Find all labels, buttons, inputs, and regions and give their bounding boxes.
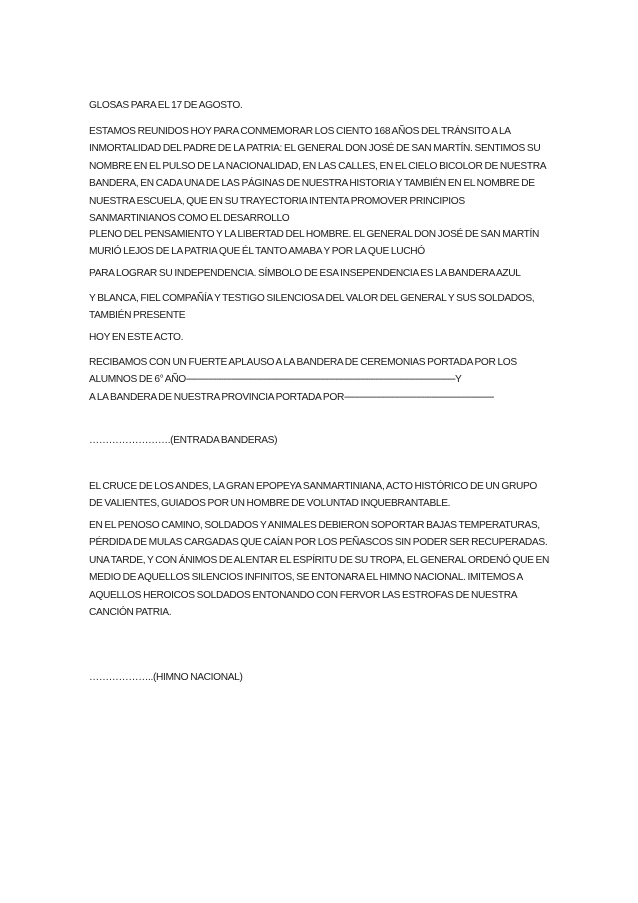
paragraph-acto: HOY EN ESTE ACTO.: [89, 332, 184, 343]
aplauso-line-2-text: ALUMNOS DE 6° AÑO: [89, 374, 186, 386]
blank-line-provincia: ------------------------------------------------------------: [343, 391, 494, 403]
aplauso-line-1: RECIBAMOS CON UN FUERTE APLAUSO A LA BANDERA DE CEREMONIAS PORTADA POR LOS: [89, 357, 517, 368]
cue-himno-nacional: ………………..(HIMNO NACIONAL): [89, 672, 243, 683]
aplauso-line-2-end: Y: [455, 374, 462, 386]
paragraph-cruce-andes: EL CRUCE DE LOS ANDES, LA GRAN EPOPEYA SANMARTINIANA, ACTO HISTÓRICO DE UN GRUPO DE VALIENTES, GUIADOS POR UN HOMBRE DE VOLUNTAD INQUEBRANTABLE.: [89, 481, 538, 510]
paragraph-bandera: Y BLANCA, FIEL COMPAÑÍA Y TESTIGO SILENCIOSA DEL VALOR DEL GENERAL Y SUS SOLDADOS, TAMBIÉN PRESENTE: [89, 293, 535, 322]
document-heading: GLOSAS PARA EL 17 DE AGOSTO.: [89, 100, 243, 111]
aplauso-line-2: [89, 371, 551, 388]
blank-line-6-ano: ------------------------------------------------------------------------------------------------------------: [185, 374, 456, 386]
paragraph-aplauso: [89, 354, 551, 406]
aplauso-line-3-text: A LA BANDERA DE NUESTRA PROVINCIA PORTADA POR: [89, 391, 344, 403]
paragraph-libertad: PLENO DEL PENSAMIENTO Y LA LIBERTAD DEL HOMBRE. EL GENERAL DON JOSÉ DE SAN MARTÍN MURIÓ LEJOS DE LA PATRIA QUE ÉL TANTO AMABA Y POR LA QUE LUCHÓ: [89, 229, 540, 258]
paragraph-independencia: PARA LOGRAR SU INDEPENDENCIA. SÍMBOLO DE ESA INSEPENDENCIA ES LA BANDERA AZUL: [89, 268, 521, 279]
paragraph-penoso-camino: EN EL PENOSO CAMINO, SOLDADOS Y ANIMALES DEBIERON SOPORTAR BAJAS TEMPERATURAS, PÉRDIDA DE MULAS CARGADAS QUE CAÍAN POR LOS PEÑASCOS SIN PODER SER RECUPERADAS. UNA TARDE, Y CON ÁNIMOS DE ALENTAR EL ESPÍRITU DE SU TROPA, EL GENERAL ORDENÓ QUE EN MEDIO DE AQUELLOS SILENCIOS INFINITOS, SE ENTONARA EL HIMNO NACIONAL. IMITEMOS A AQUELLOS HEROICOS SOLDADOS ENTONANDO CON FERVOR LAS ESTROFAS DE NUESTRA CANCIÓN PATRIA.: [89, 520, 550, 619]
cue-entrada-banderas: …………………….(ENTRADA BANDERAS): [89, 435, 278, 446]
paragraph-intro: ESTAMOS REUNIDOS HOY PARA CONMEMORAR LOS CIENTO 168 AÑOS DEL TRÁNSITO A LA INMORTALIDAD DEL PADRE DE LA PATRIA: EL GENERAL DON JOSÉ DE SAN MARTÍN. SENTIMOS SU NOMBRE EN EL PULSO DE LA NACIONALIDAD, EN LAS CALLES, EN EL CIELO BICOLOR DE NUESTRA BANDERA, EN CADA UNA DE LAS PÁGINAS DE NUESTRA HISTORIA Y TAMBIÉN EN EL NOMBRE DE NUESTRA ESCUELA, QUE EN SU TRAYECTORIA INTENTA PROMOVER PRINCIPIOS SANMARTINIANOS COMO EL DESARROLLO: [89, 126, 546, 225]
aplauso-line-3: [89, 389, 551, 406]
